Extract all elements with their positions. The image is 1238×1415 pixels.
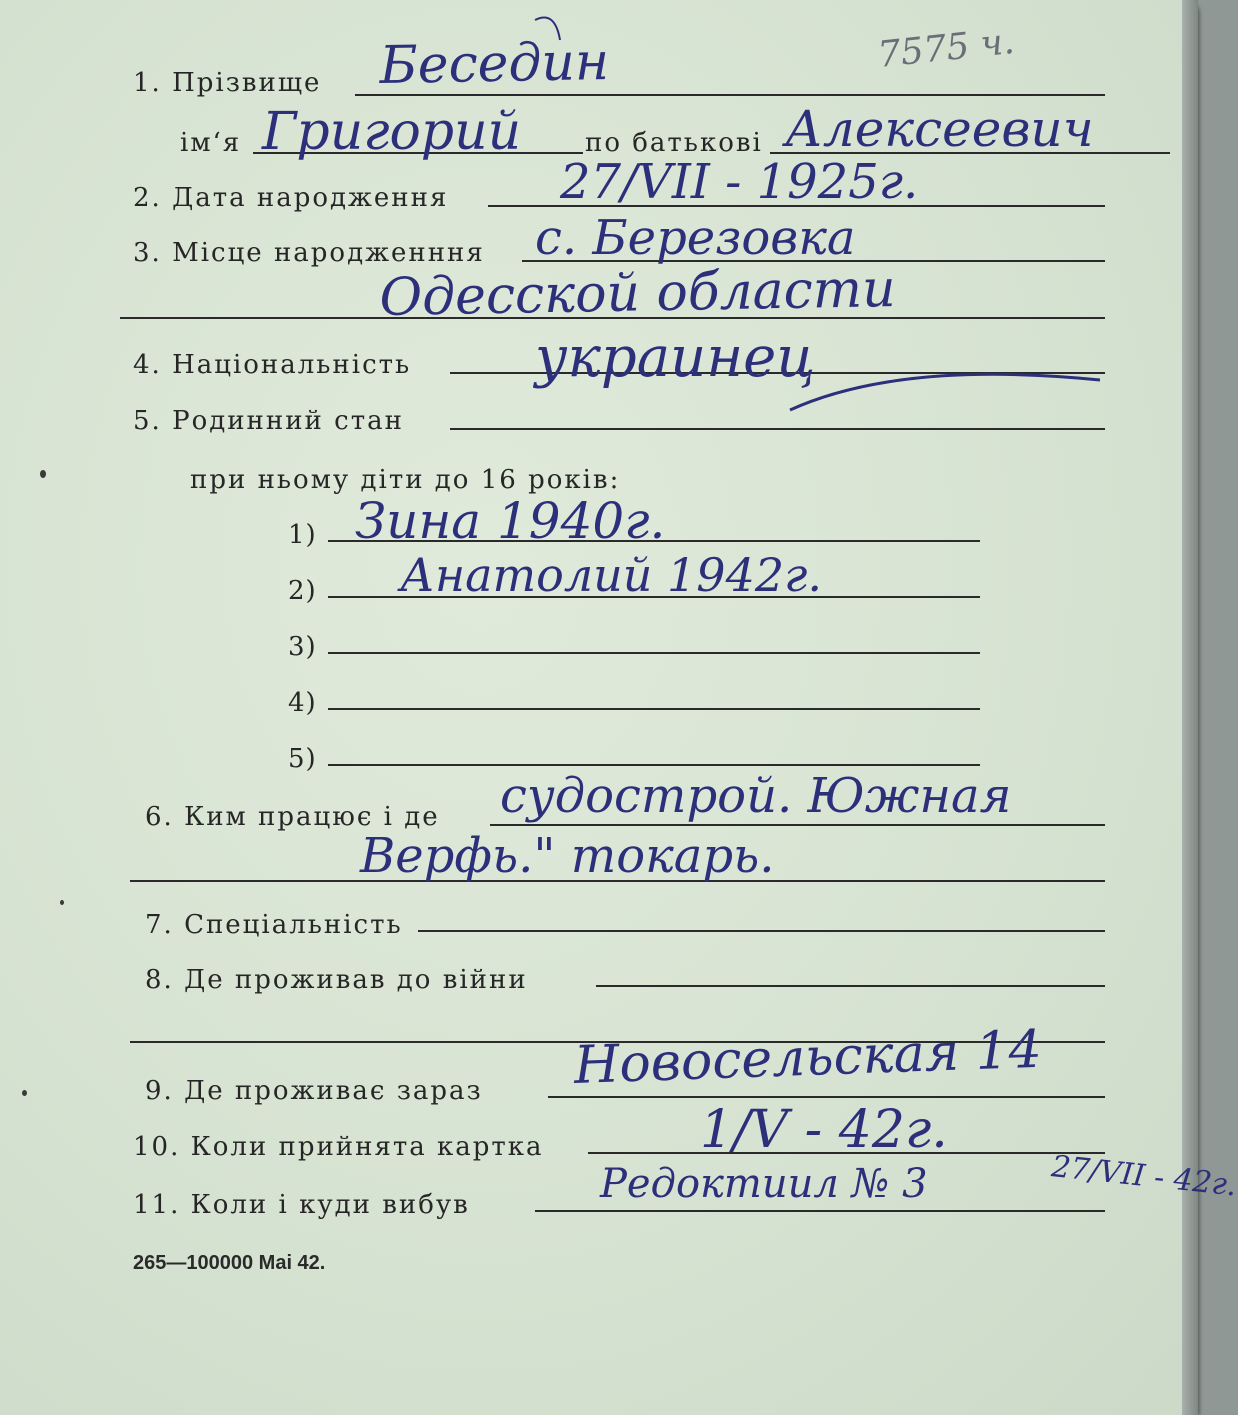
- name-value: Григорий: [262, 102, 522, 162]
- paper-speck: [60, 900, 64, 905]
- departed-date-value: 27/VII - 42г.: [1049, 1149, 1238, 1204]
- child-3-label: 3): [288, 632, 317, 662]
- work-value-2: Верфь." токарь.: [360, 828, 775, 884]
- print-run-footer: 265—100000 Mai 42.: [133, 1252, 326, 1274]
- departed-label: 11. Коли і куди вибув: [133, 1190, 470, 1220]
- specialty-label: 7. Спеціальність: [145, 910, 403, 940]
- marital-status-label: 5. Родинний стан: [133, 406, 404, 436]
- stray-pen-stroke: [790, 374, 1100, 410]
- departed-value: Редоктиил № 3: [600, 1161, 928, 1207]
- surname-label: 1. Прізвище: [133, 68, 322, 98]
- child-2-label: 2): [288, 576, 317, 606]
- current-residence-label: 9. Де проживає зараз: [145, 1076, 483, 1106]
- patronymic-label: по батькові: [585, 128, 763, 158]
- patronymic-value: Алексеевич: [785, 100, 1094, 158]
- children-label: при ньому діти до 16 років:: [190, 465, 621, 495]
- work-label: 6. Ким працює і де: [145, 802, 440, 832]
- child-1-value: Зина 1940г.: [355, 492, 666, 550]
- prewar-residence-label: 8. Де проживав до війни: [145, 965, 528, 995]
- name-label: ім‘я: [180, 128, 242, 158]
- paper-speck: [22, 1090, 27, 1096]
- birth-date-value: 27/VII - 1925г.: [560, 154, 919, 210]
- birth-place-label: 3. Місце народженння: [133, 238, 485, 268]
- card-accepted-value: 1/V - 42г.: [700, 1100, 948, 1160]
- birth-date-label: 2. Дата народження: [133, 183, 449, 213]
- current-residence-value: Новосельская 14: [573, 1019, 1043, 1096]
- paper-speck: [40, 470, 46, 478]
- surname-value: Беседин: [379, 32, 610, 96]
- child-5-label: 5): [288, 744, 317, 774]
- child-4-label: 4): [288, 688, 317, 718]
- child-1-label: 1): [288, 520, 317, 550]
- nationality-label: 4. Національність: [133, 350, 412, 380]
- birth-place-value-2: Одесской области: [379, 259, 897, 328]
- pen-curl: [535, 18, 560, 41]
- work-value-1: судострой. Южная: [500, 768, 1012, 824]
- nationality-value: украинец: [535, 325, 816, 390]
- card-accepted-label: 10. Коли прийнята картка: [133, 1132, 544, 1162]
- child-2-value: Анатолий 1942г.: [400, 548, 822, 602]
- card-number: 7575 ч.: [875, 20, 1017, 76]
- birth-place-value-1: с. Березовка: [535, 210, 856, 266]
